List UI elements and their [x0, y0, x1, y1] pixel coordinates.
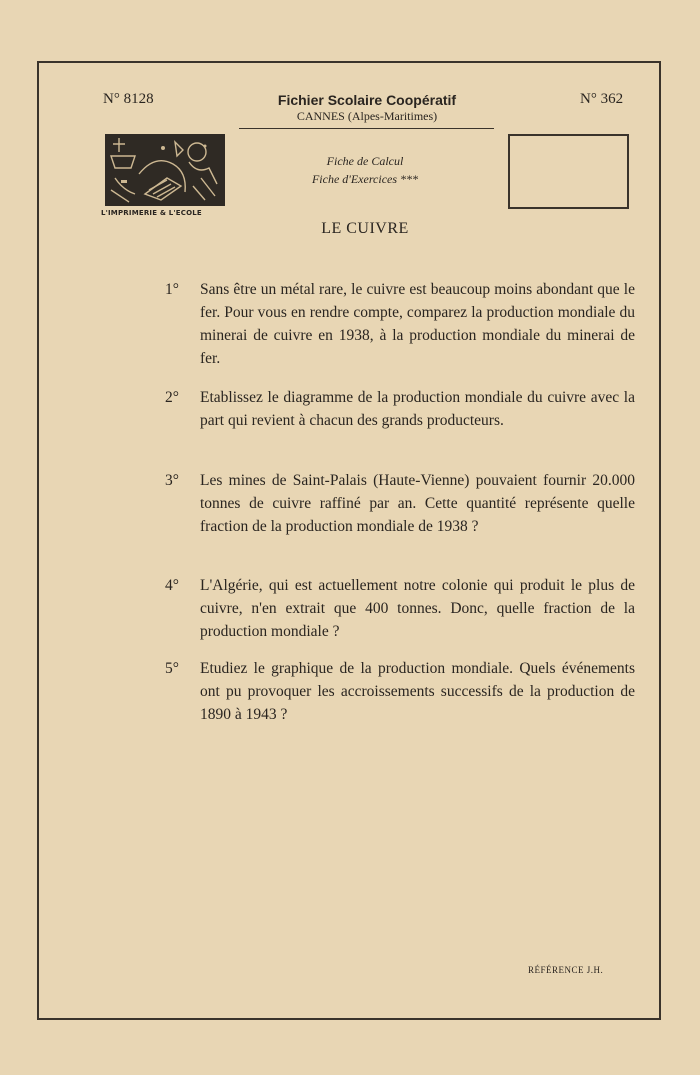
question-text: Sans être un métal rare, le cuivre est beaucoup moins abondant que le fer. Pour vous en rendre compte, comparez la production mondiale du minerai de cuivre en 1938, à la production mondiale du minerai de fer.	[200, 281, 635, 367]
question-text: Etudiez le graphique de la production mondiale. Quels événements ont pu provoquer les accroissements successifs de la production de 1890 à 1943 ?	[200, 660, 635, 723]
sheet-number-right: N° 362	[580, 91, 624, 107]
printing-press-icon	[105, 134, 225, 206]
question-text: L'Algérie, qui est actuellement notre colonie qui produit le plus de cuivre, n'en extrait que 400 tonnes. Donc, quelle fraction de la production mondiale ?	[200, 577, 635, 640]
question-item	[165, 386, 635, 432]
fiche-line-calcul: Fiche de Calcul	[326, 154, 404, 168]
question-item	[165, 469, 635, 538]
question-number: 1°	[165, 281, 179, 298]
question-item	[165, 574, 635, 643]
question-text: Les mines de Saint-Palais (Haute-Vienne) pouvaient fournir 20.000 tonnes de cuivre raffiné par an. Cette quantité représente quelle fraction de la production mondiale de 1938 ?	[200, 472, 635, 535]
fiche-type	[280, 152, 450, 188]
publisher-location: CANNES (Alpes-Maritimes)	[296, 109, 438, 123]
question-number: 3°	[165, 472, 179, 489]
fiche-line-exercices: Fiche d'Exercices ***	[311, 172, 419, 186]
question-number: 5°	[165, 660, 179, 677]
question-number: 2°	[165, 389, 179, 406]
question-item	[165, 657, 635, 726]
question-text: Etablissez le diagramme de la production mondiale du cuivre avec la part qui revient à chacun des grands producteurs.	[200, 389, 635, 429]
header-divider	[239, 128, 494, 129]
classification-box	[508, 134, 629, 209]
question-number: 4°	[165, 577, 179, 594]
page-title: LE CUIVRE	[321, 220, 409, 237]
question-item	[165, 278, 635, 370]
publisher-title: Fichier Scolaire Coopératif	[277, 92, 457, 108]
sheet-number-left: N° 8128	[103, 91, 154, 107]
logo-caption: L'IMPRIMERIE & L'ECOLE	[101, 209, 202, 217]
reference-note: RÉFÉRENCE J.H.	[528, 965, 604, 975]
